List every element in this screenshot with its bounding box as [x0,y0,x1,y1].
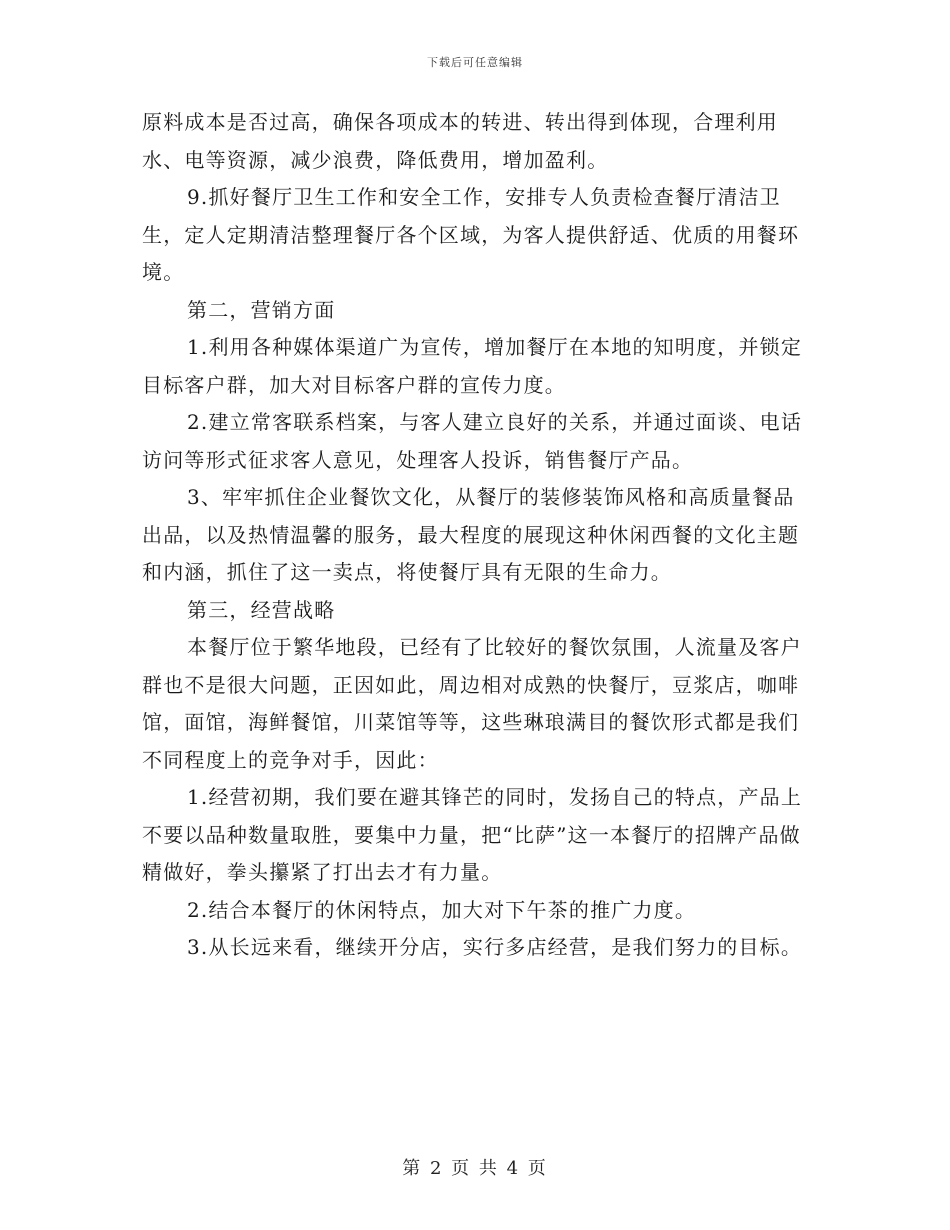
paragraph: 2.结合本餐厅的休闲特点，加大对下午茶的推广力度。 [187,897,697,922]
paragraph: 本餐厅位于繁华地段，已经有了比较好的餐饮氛围，人流量及客户群也不是很大问题，正因如此，周边相对成熟的快餐厅，豆浆店，咖啡馆，面馆，海鲜餐馆，川菜馆等等，这些琳琅满目的餐饮形式都是我们不同程度上的竞争对手，因此： [142,635,802,772]
page-header: 下载后可任意编辑 [427,56,523,69]
paragraph: 9.抓好餐厅卫生工作和安全工作，安排专人负责检查餐厅清洁卫生，定人定期清洁整理餐厅各个区域，为客人提供舒适、优质的用餐环境。 [142,185,800,284]
document-body [142,104,812,967]
paragraph: 2.建立常客联系档案，与客人建立良好的关系，并通过面谈、电话访问等形式征求客人意见，处理客人投诉，销售餐厅产品。 [142,410,803,472]
section-heading: 第三，经营战略 [187,597,336,622]
paragraph: 原料成本是否过高，确保各项成本的转进、转出得到体现，合理利用水、电等资源，减少浪费，降低费用，增加盈利。 [142,110,778,172]
paragraph: 3、牢牢抓住企业餐饮文化，从餐厅的装修装饰风格和高质量餐品出品，以及热情温馨的服务，最大程度的展现这种休闲西餐的文化主题和内涵，抓住了这一卖点，将使餐厅具有无限的生命力。 [142,485,800,584]
section-heading: 第二，营销方面 [187,297,336,322]
paragraph: 1.利用各种媒体渠道广为宣传，增加餐厅在本地的知明度，并锁定目标客户群，加大对目标客户群的宣传力度。 [142,335,803,397]
paragraph: 1.经营初期，我们要在避其锋芒的同时，发扬自己的特点，产品上不要以品种数量取胜，要集中力量，把“比萨”这一本餐厅的招牌产品做精做好，拳头攥紧了打出去才有力量。 [142,785,803,884]
page-footer: 第 2 页 共 4 页 [402,1158,548,1179]
paragraph: 3.从长远来看，继续开分店，实行多店经营，是我们努力的目标。 [187,935,803,959]
